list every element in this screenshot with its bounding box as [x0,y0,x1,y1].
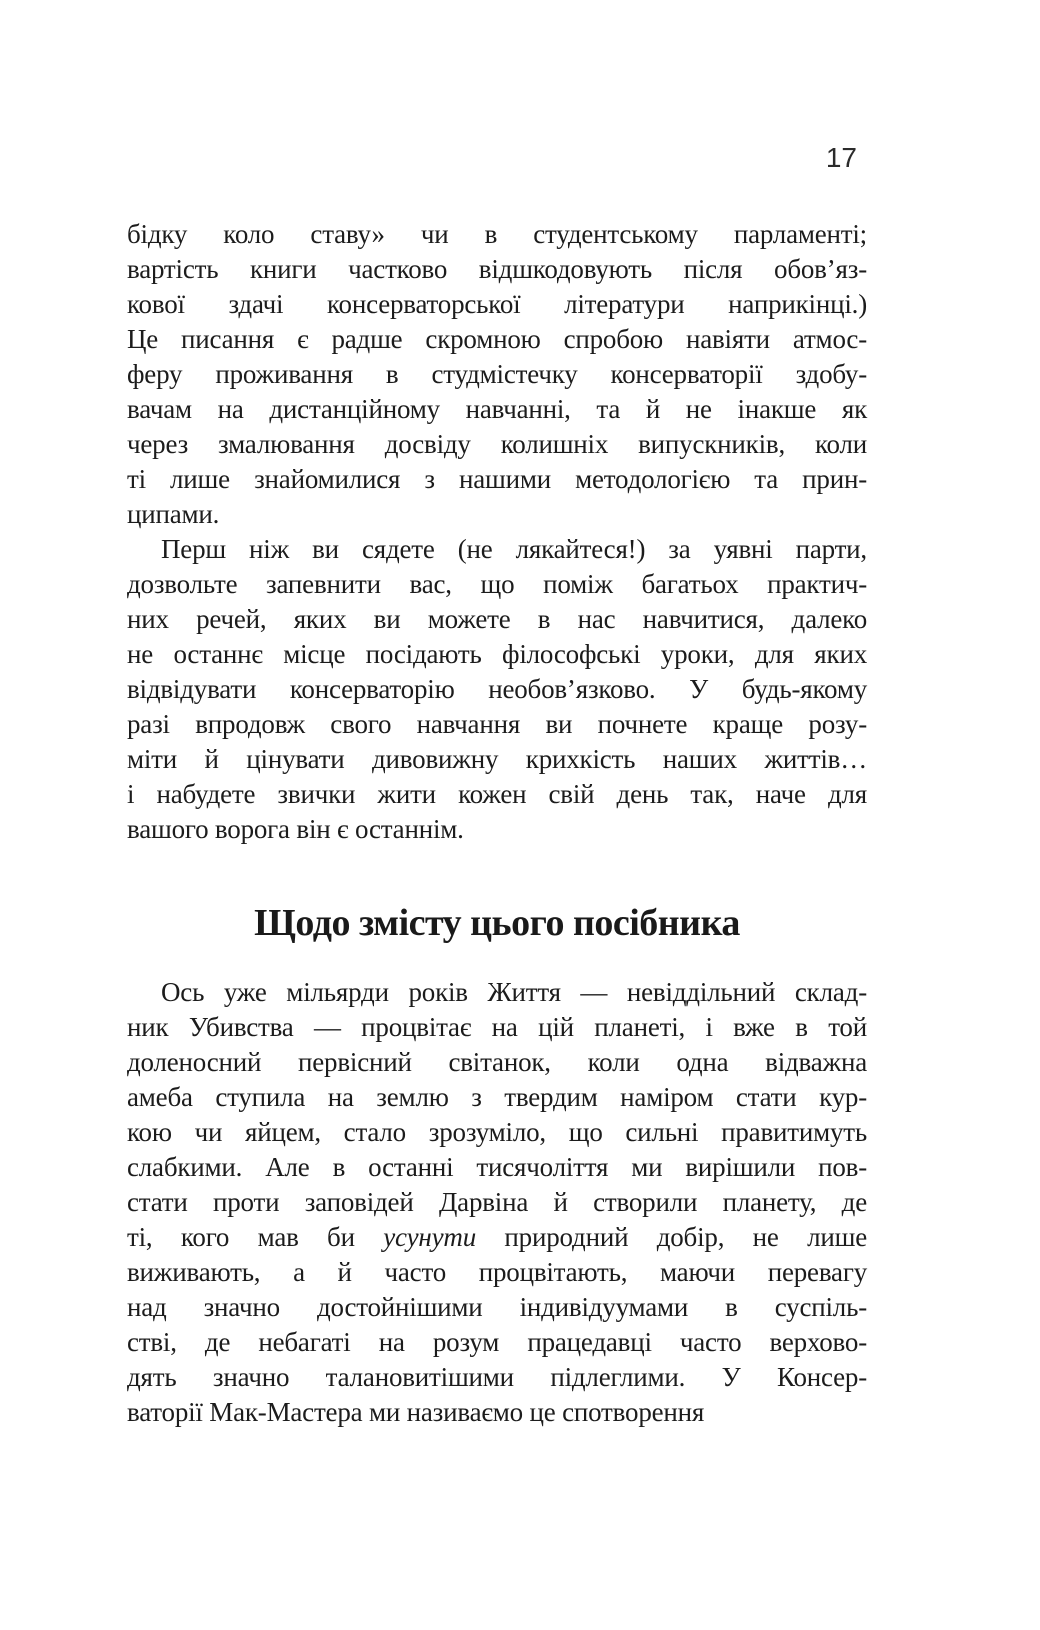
text-line: виживають, а й часто процвітають, маючи перевагу [127,1257,867,1287]
text-line: них речей, яких ви можете в нас навчитися, далеко [127,604,867,634]
text-line: дять значно талановитішими підлеглими. У Консер- [127,1362,867,1392]
text-line: Перш ніж ви сядете (не лякайтеся!) за уявні парти, [161,534,867,564]
text-line: ципами. [127,499,220,529]
text-line: амеба ступила на землю з твердим наміром стати кур- [127,1082,867,1112]
paragraph [127,975,867,1430]
text-line: ник Убивства — процвітає на цій планеті, і вже в той [127,1012,867,1042]
text-line-with-italic [127,1220,867,1255]
page-number: 17 [825,142,857,173]
text-line: слабкими. Але в останні тисячоліття ми вирішили пов- [127,1152,867,1182]
text-line: ті лише знайомилися з нашими методологією та прин- [127,464,867,494]
text-line: відвідувати консерваторію необов’язково. У будь-якому [127,674,867,704]
text-line: стати проти заповідей Дарвіна й створили планету, де [127,1187,867,1217]
text-line: і набудете звички жити кожен свій день так, наче для [127,779,867,809]
text-line: вашого ворога він є останнім. [127,814,464,844]
text-segment: ті, кого мав би [127,1222,384,1252]
section-heading: Щодо змісту цього посібника [254,902,740,944]
text-line: стві, де небагаті на розум працедавці часто верхово- [127,1327,867,1357]
text-line: кою чи яйцем, стало зрозуміло, що сильні правитимуть [127,1117,867,1147]
text-line: доленосний первісний світанок, коли одна відважна [127,1047,867,1077]
text-line: кової здачі консерваторської літератури наприкінці.) [127,289,867,319]
text-line: над значно достойнішими індивідуумами в суспіль- [127,1292,867,1322]
text-line: не останнє місце посідають філософські уроки, для яких [127,639,867,669]
text-line: вачам на дистанційному навчанні, та й не інакше як [127,394,867,424]
text-line: дозвольте запевнити вас, що поміж багатьох практич- [127,569,867,599]
text-line: феру проживання в студмістечку консерваторії здобу- [127,359,867,389]
text-line: вартість книги частково відшкодовують після обов’яз- [127,254,867,284]
text-line: ваторії Мак-Мастера ми називаємо це спотворення [127,1397,705,1427]
paragraph-continuation [127,217,867,532]
text-line: разі впродовж свого навчання ви почнете краще розу- [127,709,867,739]
text-line: Ось уже мільярди років Життя — невіддільний склад- [161,977,867,1007]
text-segment: природний добір, не лише [476,1222,867,1252]
text-block [127,0,867,1430]
text-line: через змалювання досвіду колишніх випускників, коли [127,429,867,459]
paragraph [127,532,867,847]
text-line: міти й цінувати дивовижну крихкість наших життів… [127,744,867,774]
italic-text-segment: усунути [383,1222,476,1252]
text-line: бідку коло ставу» чи в студентському парламенті; [127,219,867,249]
text-line: Це писання є радше скромною спробою навіяти атмос- [127,324,867,354]
